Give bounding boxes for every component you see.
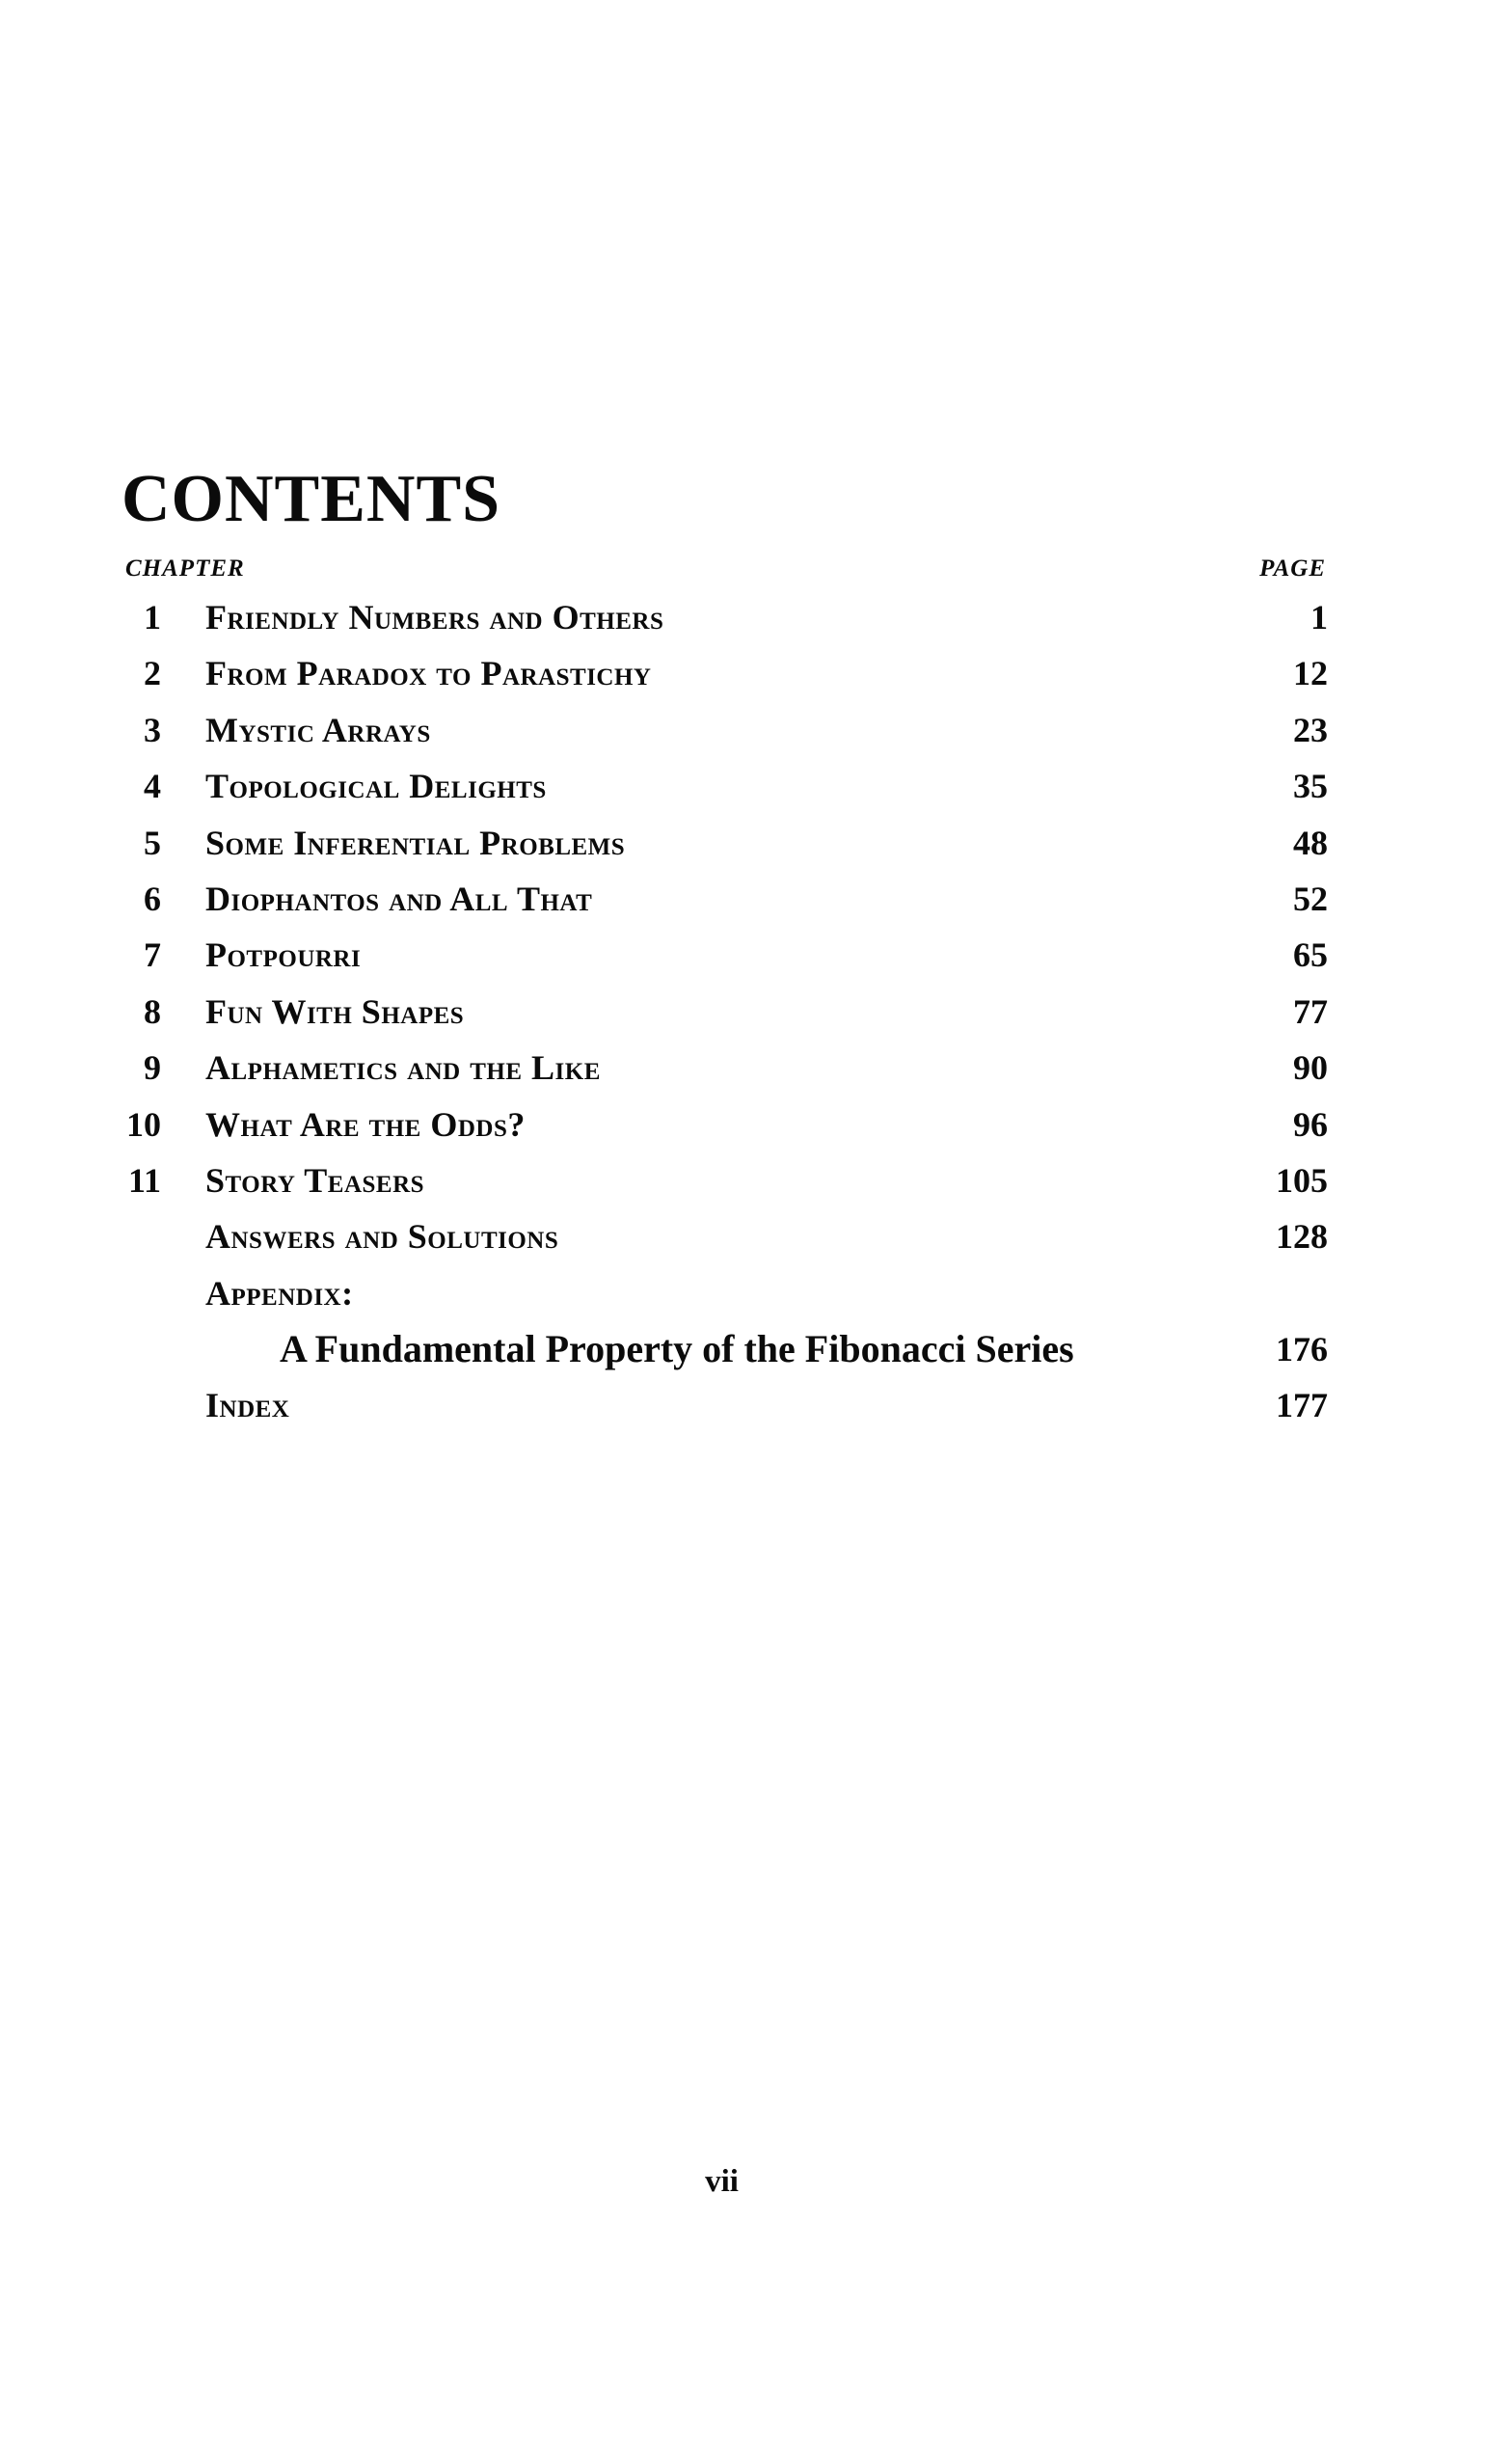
toc-entry-number: 1 xyxy=(144,598,161,637)
toc-entry-number: 9 xyxy=(144,1048,161,1088)
toc-entry-number: 2 xyxy=(144,654,161,693)
page-title: CONTENTS xyxy=(122,461,501,536)
toc-entry-title: Topological Delights xyxy=(205,767,547,806)
folio-page-number: vii xyxy=(705,2164,739,2199)
toc-entry-page: 65 xyxy=(1293,935,1328,975)
toc-entry-page: 12 xyxy=(1293,654,1328,693)
toc-entry-page: 128 xyxy=(1276,1217,1328,1257)
toc-list xyxy=(116,600,1328,1445)
toc-entry-title: A Fundamental Property of the Fibonacci Series xyxy=(280,1327,1074,1371)
toc-entry-page: 105 xyxy=(1276,1160,1328,1200)
toc-row xyxy=(116,656,1328,712)
toc-entry-title: Alphametics and the Like xyxy=(205,1048,601,1088)
column-headers xyxy=(125,556,1326,581)
page-column-label: PAGE xyxy=(1259,555,1326,582)
toc-entry-page: 1 xyxy=(1310,598,1328,637)
toc-row xyxy=(116,991,1328,1050)
toc-row xyxy=(116,710,1328,769)
toc-entry-page: 90 xyxy=(1293,1048,1328,1088)
toc-entry-number: 10 xyxy=(126,1104,161,1144)
toc-row xyxy=(116,881,1328,937)
toc-row xyxy=(116,1388,1328,1444)
toc-entry-number: 7 xyxy=(144,935,161,975)
chapter-column-label: CHAPTER xyxy=(125,555,245,582)
toc-row xyxy=(116,823,1328,881)
toc-row xyxy=(116,1104,1328,1163)
toc-entry-page: 35 xyxy=(1293,767,1328,806)
toc-entry-title: Friendly Numbers and Others xyxy=(205,598,664,637)
toc-entry-number: 5 xyxy=(144,823,161,862)
toc-entry-page: 48 xyxy=(1293,823,1328,862)
toc-entry-number: 8 xyxy=(144,991,161,1031)
toc-entry-title: Index xyxy=(205,1386,290,1425)
toc-row xyxy=(116,1050,1328,1106)
toc-entry-number: 3 xyxy=(144,710,161,749)
toc-entry-page: 176 xyxy=(1276,1330,1328,1369)
toc-row xyxy=(116,600,1328,656)
toc-entry-title: Potpourri xyxy=(205,935,362,975)
toc-row xyxy=(116,1327,1328,1388)
toc-entry-title: Answers and Solutions xyxy=(205,1217,559,1257)
toc-entry-number: 6 xyxy=(144,879,161,918)
toc-entry-title: What Are the Odds? xyxy=(205,1104,526,1144)
toc-entry-page: 96 xyxy=(1293,1104,1328,1144)
toc-entry-title: Appendix: xyxy=(205,1273,354,1313)
toc-entry-title: Diophantos and All That xyxy=(205,879,593,918)
toc-entry-title: Some Inferential Problems xyxy=(205,823,626,862)
toc-entry-page: 52 xyxy=(1293,879,1328,918)
toc-row xyxy=(116,769,1328,825)
toc-row xyxy=(116,1273,1328,1332)
toc-row xyxy=(116,1219,1328,1275)
toc-row xyxy=(116,937,1328,993)
toc-entry-title: Story Teasers xyxy=(205,1160,425,1200)
toc-entry-number: 11 xyxy=(127,1160,161,1200)
toc-entry-page: 77 xyxy=(1293,991,1328,1031)
toc-row xyxy=(116,1160,1328,1219)
toc-entry-page: 23 xyxy=(1293,710,1328,749)
toc-entry-title: Fun With Shapes xyxy=(205,991,465,1031)
toc-entry-title: From Paradox to Parastichy xyxy=(205,654,652,693)
toc-entry-number: 4 xyxy=(144,767,161,806)
toc-entry-title: Mystic Arrays xyxy=(205,710,431,749)
toc-entry-page: 177 xyxy=(1276,1386,1328,1425)
